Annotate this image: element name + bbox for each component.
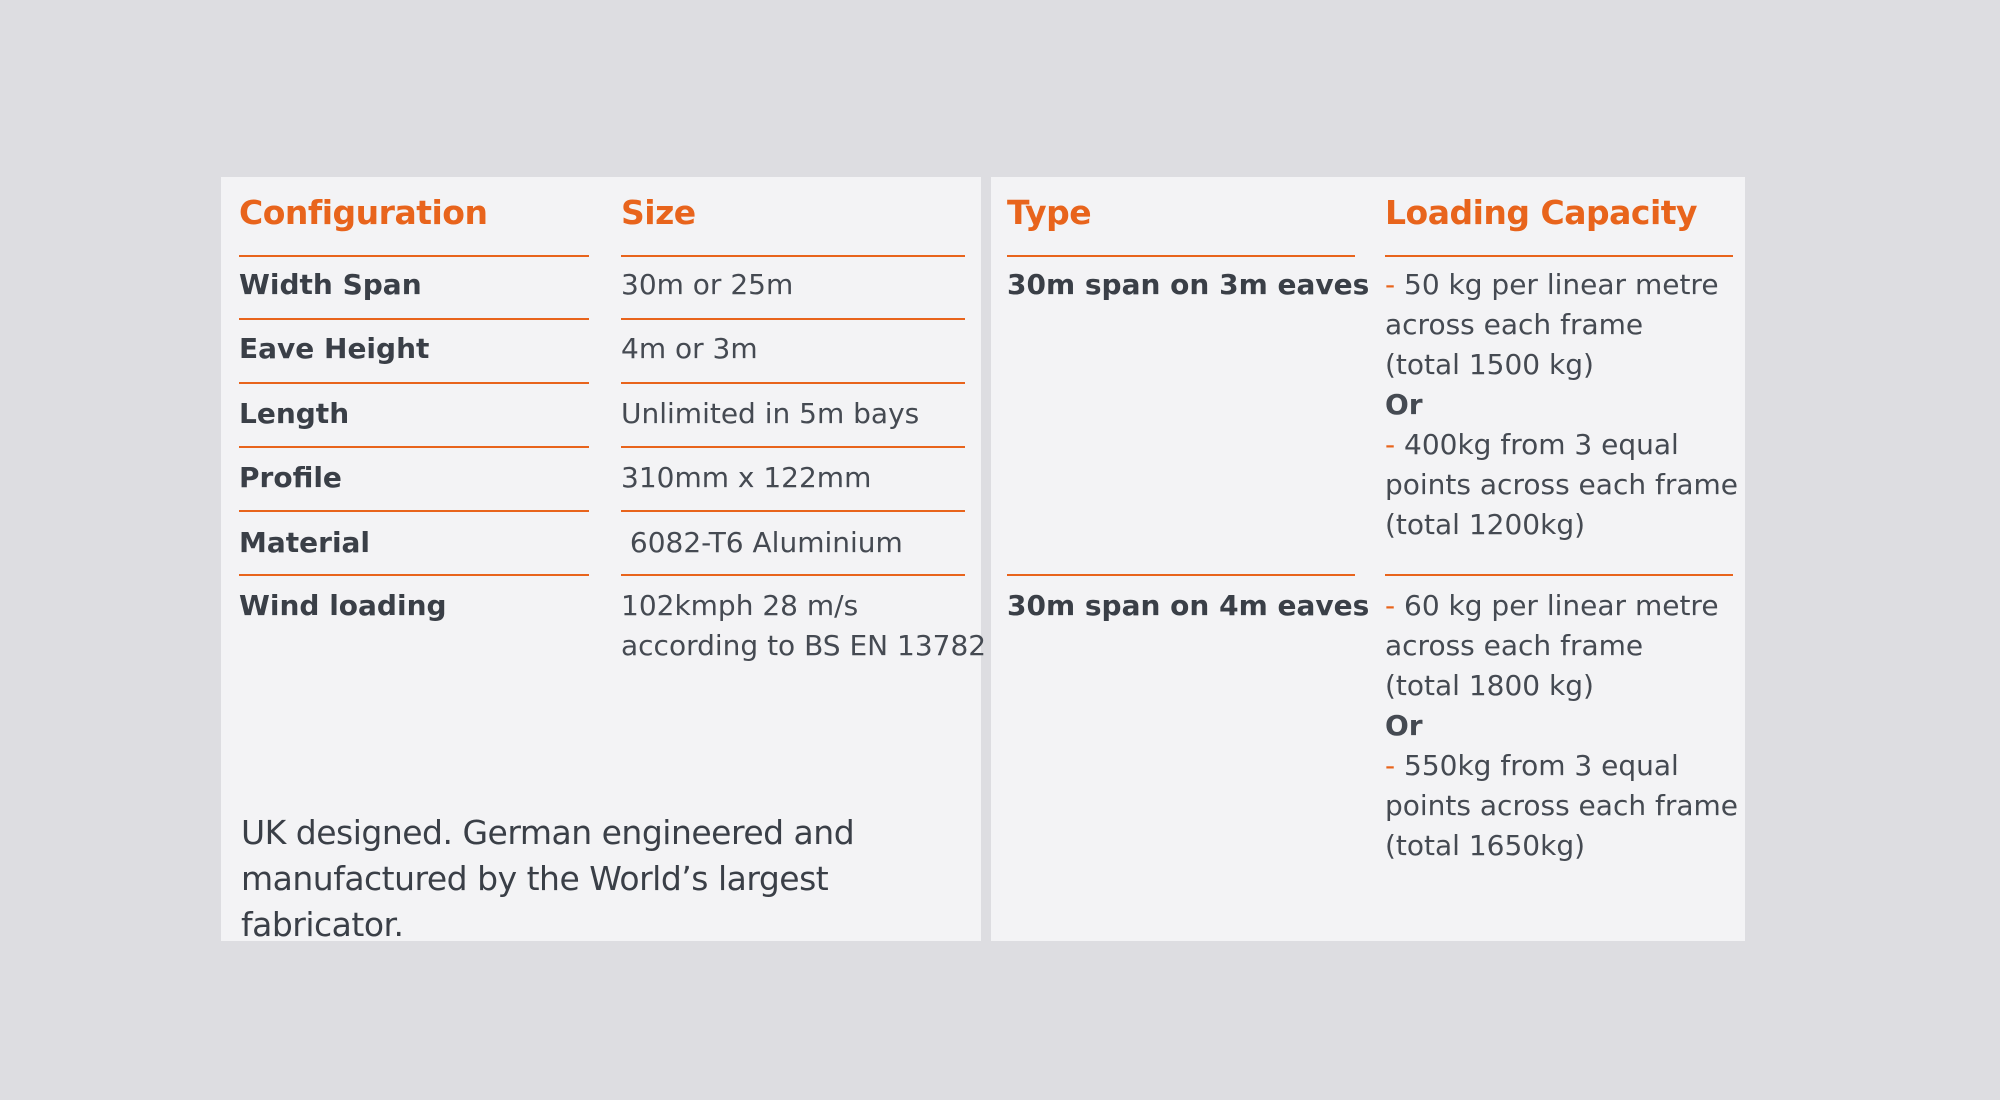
row-label-length: Length — [239, 397, 350, 430]
capacity-option-2-line-3: (total 1650kg) — [1385, 829, 1586, 862]
tagline-line-2: manufactured by the World’s largest fabricator. — [241, 859, 829, 944]
or-separator: Or — [1385, 709, 1423, 742]
row-divider — [621, 382, 965, 384]
row-divider — [239, 446, 589, 448]
row-label-profile: Profile — [239, 461, 342, 494]
row-value-profile: 310mm x 122mm — [621, 461, 872, 494]
loading-capacity-panel — [991, 177, 1745, 941]
capacity-3m-eaves — [1385, 265, 1739, 545]
capacity-option-1-line-2: across each frame — [1385, 629, 1644, 662]
tagline-line-1: UK designed. German engineered and — [241, 813, 855, 852]
capacity-option-2-line-1: - 550kg from 3 equal — [1385, 749, 1679, 782]
row-value-eave-height: 4m or 3m — [621, 332, 758, 365]
or-separator: Or — [1385, 388, 1423, 421]
header-divider — [1007, 255, 1355, 257]
row-divider — [239, 318, 589, 320]
capacity-option-1-line-3: (total 1800 kg) — [1385, 669, 1594, 702]
row-value-wind-loading — [621, 586, 987, 666]
size-header: Size — [621, 193, 696, 232]
row-divider — [621, 574, 965, 576]
type-header: Type — [1007, 193, 1092, 232]
row-label-material: Material — [239, 526, 371, 559]
wind-loading-line-1: 102kmph 28 m/s — [621, 589, 859, 622]
type-4m-eaves: 30m span on 4m eaves — [1007, 589, 1370, 622]
tagline — [241, 810, 961, 948]
configuration-header: Configuration — [239, 193, 488, 232]
row-value-material: 6082-T6 Aluminium — [621, 526, 903, 559]
row-divider — [621, 318, 965, 320]
dash-marker: - — [1385, 428, 1396, 461]
type-3m-eaves: 30m span on 3m eaves — [1007, 268, 1370, 301]
capacity-option-2-line-3: (total 1200kg) — [1385, 508, 1586, 541]
dash-marker: - — [1385, 589, 1396, 622]
capacity-option-1-line-3: (total 1500 kg) — [1385, 348, 1594, 381]
row-divider — [239, 510, 589, 512]
capacity-4m-eaves — [1385, 586, 1739, 866]
capacity-option-1-line-1: - 50 kg per linear metre — [1385, 268, 1719, 301]
loading-capacity-header: Loading Capacity — [1385, 193, 1698, 232]
capacity-option-2-line-2: points across each frame — [1385, 468, 1739, 501]
row-value-width-span: 30m or 25m — [621, 268, 794, 301]
row-label-width-span: Width Span — [239, 268, 422, 301]
header-divider — [239, 255, 589, 257]
capacity-option-1-line-1: - 60 kg per linear metre — [1385, 589, 1719, 622]
row-divider — [1385, 574, 1733, 576]
specifications-panel — [221, 177, 987, 944]
row-label-eave-height: Eave Height — [239, 332, 430, 365]
capacity-option-2-line-1: - 400kg from 3 equal — [1385, 428, 1679, 461]
row-divider — [239, 382, 589, 384]
row-divider — [239, 574, 589, 576]
row-divider — [621, 446, 965, 448]
capacity-option-1-line-2: across each frame — [1385, 308, 1644, 341]
row-label-wind-loading: Wind loading — [239, 589, 447, 622]
header-divider — [621, 255, 965, 257]
row-value-length: Unlimited in 5m bays — [621, 397, 920, 430]
header-divider — [1385, 255, 1733, 257]
dash-marker: - — [1385, 268, 1396, 301]
capacity-option-2-line-2: points across each frame — [1385, 789, 1739, 822]
row-divider — [621, 510, 965, 512]
row-divider — [1007, 574, 1355, 576]
wind-loading-line-2: according to BS EN 13782 — [621, 629, 987, 662]
dash-marker: - — [1385, 749, 1396, 782]
